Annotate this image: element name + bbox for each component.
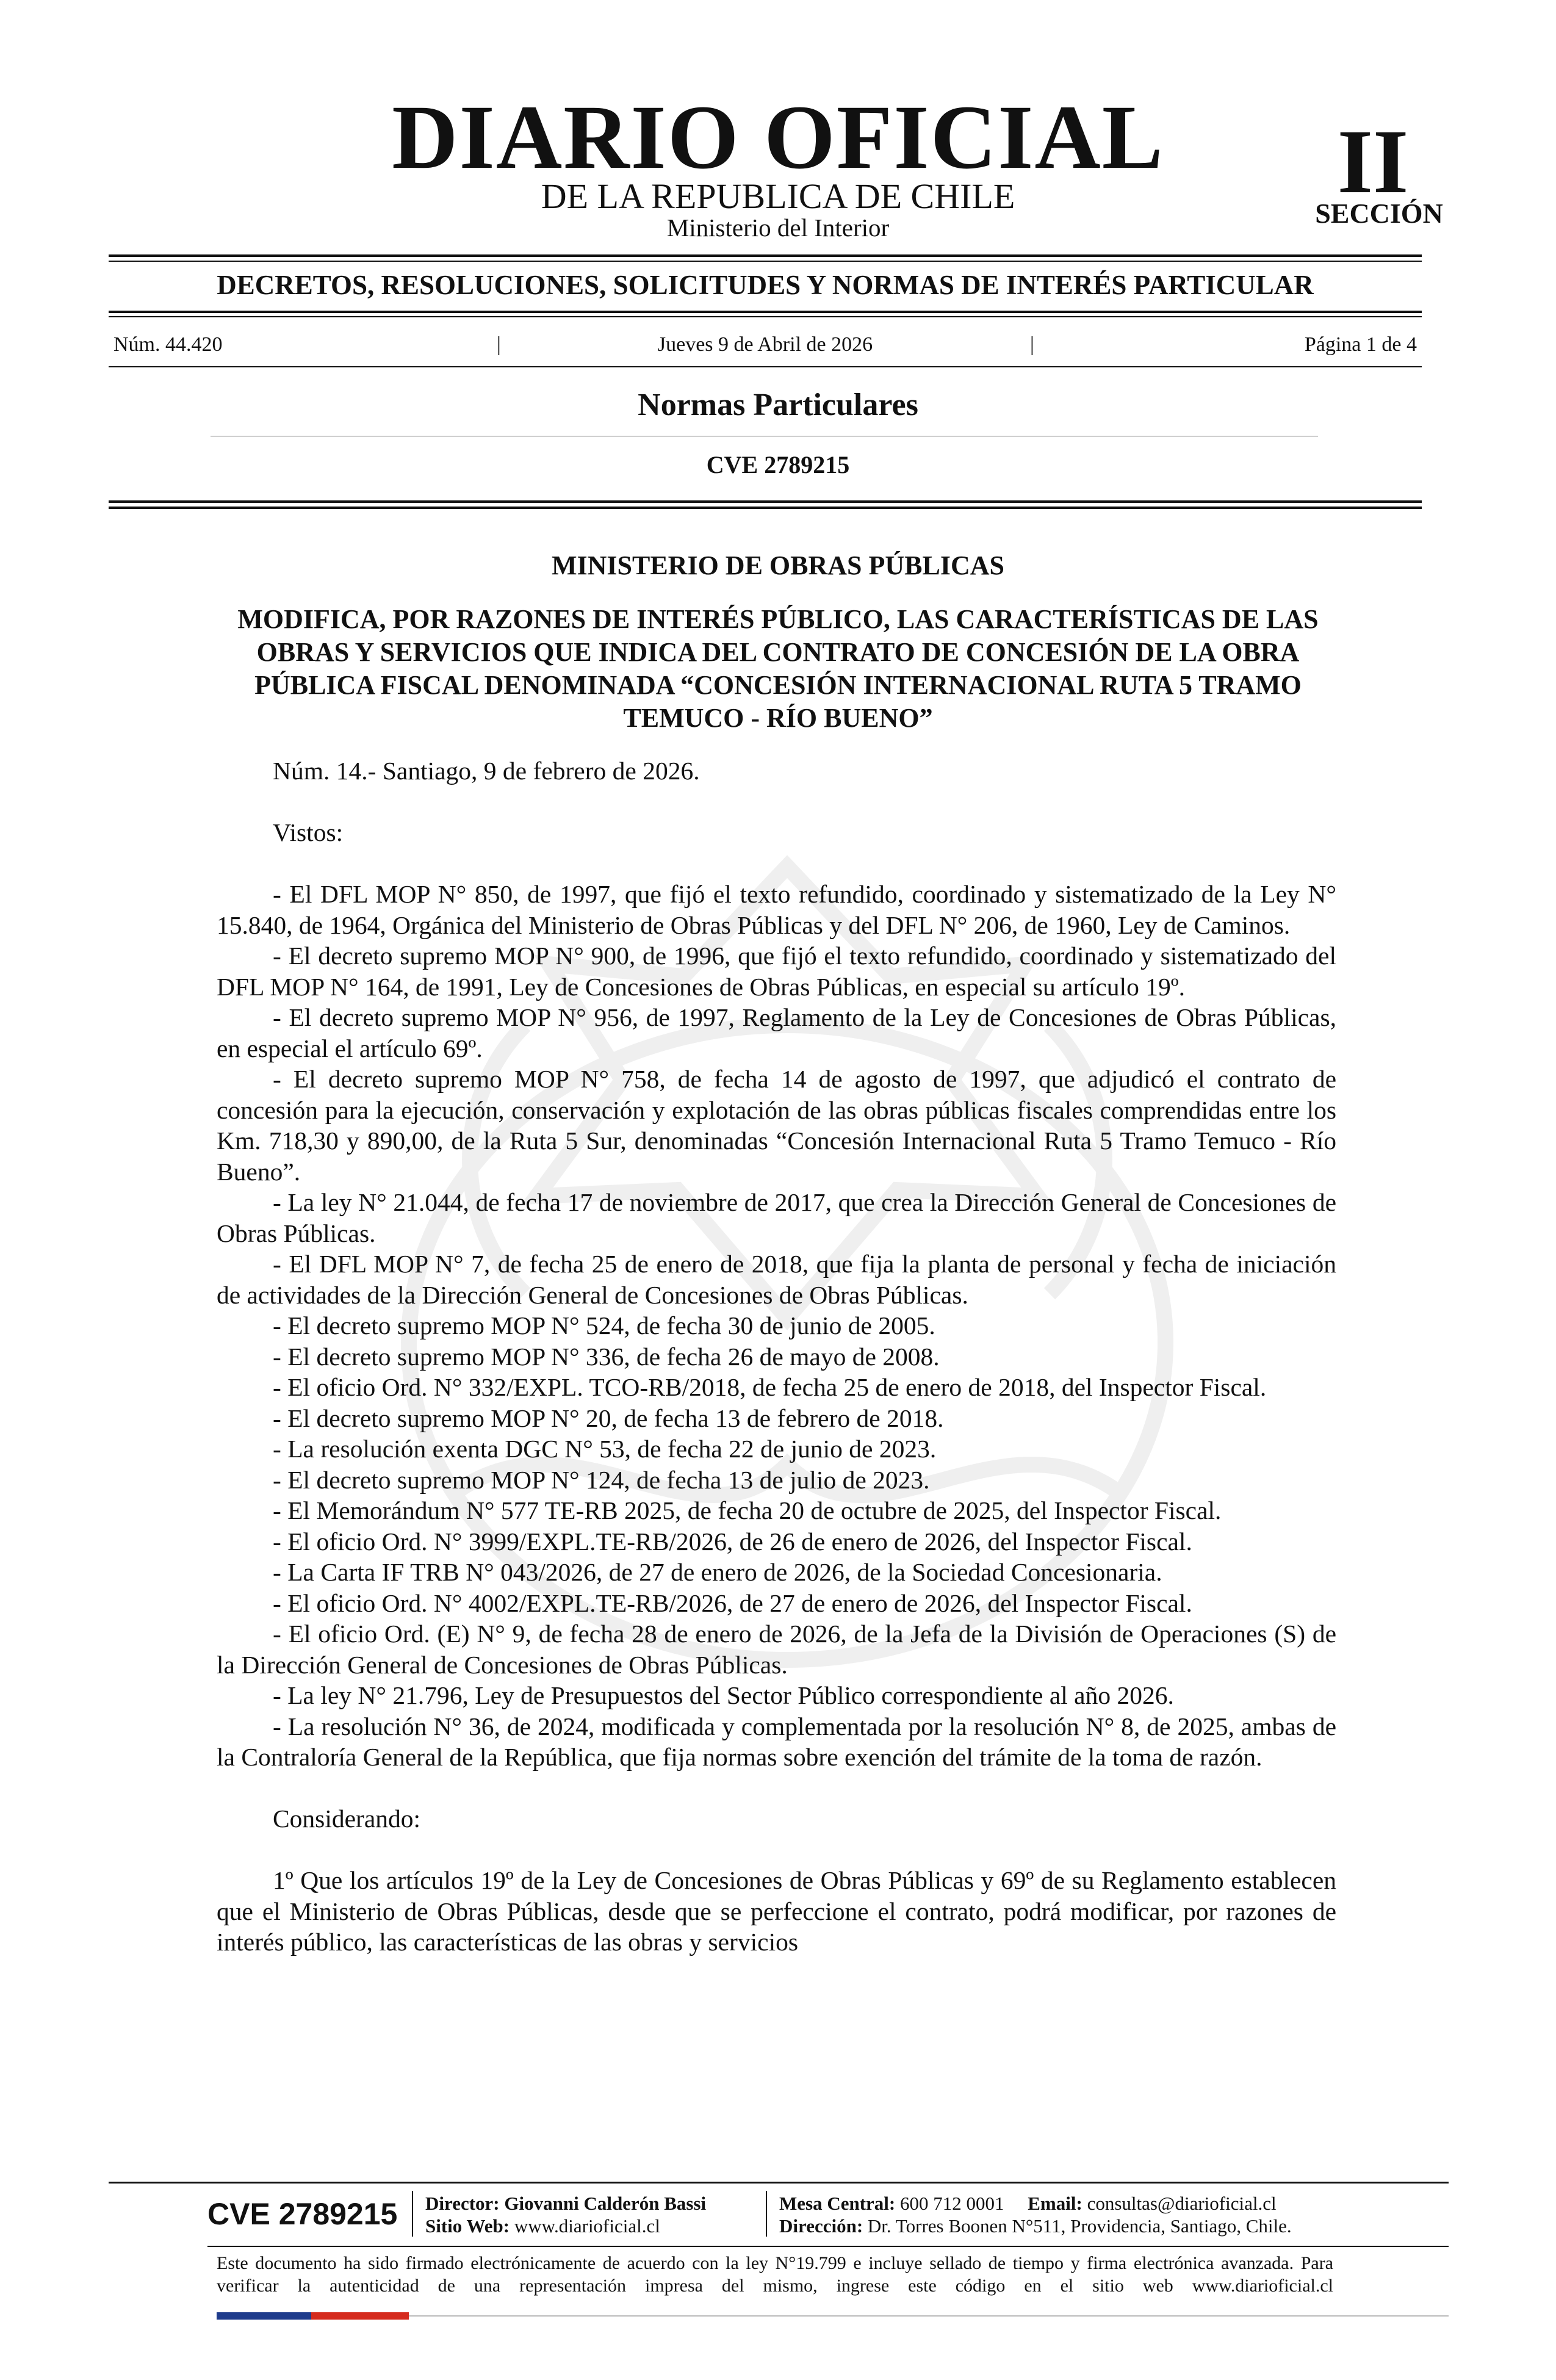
vistos-item: - El decreto supremo MOP N° 956, de 1997, Reglamento de la Ley de Concesiones de Obras Públicas, en especial el artículo 69º. [217,1003,1336,1062]
section-title: Normas Particulares [638,388,918,422]
phone-label: Mesa Central: [779,2193,896,2214]
website-link[interactable]: www.diarioficial.cl [514,2215,660,2237]
email-label: Email: [1028,2193,1082,2214]
issue-separator: | [497,333,501,356]
vistos-item: - La Carta IF TRB N° 043/2026, de 27 de enero de 2026, de la Sociedad Concesionaria. [273,1558,1162,1586]
issue-number: Núm. 44.420 [113,333,223,356]
page-indicator: Página 1 de 4 [1304,333,1417,356]
vistos-list [217,879,1336,1773]
vistos-item: - El decreto supremo MOP N° 20, de fecha 13 de febrero de 2018. [273,1404,944,1432]
address-value: Dr. Torres Boonen N°511, Providencia, Santiago, Chile. [867,2215,1292,2237]
issue-date: Jueves 9 de Abril de 2026 [657,333,873,356]
cve-code: CVE 2789215 [706,451,850,478]
divider [109,261,1422,262]
decree-number-line: Núm. 14.- Santiago, 9 de febrero de 2026. [273,757,700,785]
divider [109,254,1422,257]
divider [109,500,1422,503]
vistos-item: - El oficio Ord. N° 332/EXPL. TCO-RB/2018, de fecha 25 de enero de 2018, del Inspector Fiscal. [273,1373,1267,1401]
issuing-ministry: MINISTERIO DE OBRAS PÚBLICAS [551,550,1005,580]
divider [109,316,1422,317]
footer-divider [207,2246,1449,2247]
email-link[interactable]: consultas@diarioficial.cl [1087,2193,1277,2214]
vistos-item: - El oficio Ord. (E) N° 9, de fecha 28 de enero de 2026, de la Jefa de la División de Operaciones (S) de la Dirección General de Concesiones de Obras Públicas. [217,1620,1336,1679]
footer-divider [409,2315,1449,2317]
vistos-item: - La resolución N° 36, de 2024, modificada y complementada por la resolución N° 8, de 2025, ambas de la Contraloría General de la República, que fija normas sobre exención del trámite de la toma de razón. [217,1712,1336,1771]
vistos-item: - El decreto supremo MOP N° 124, de fecha 13 de julio de 2023. [273,1465,930,1494]
vistos-item: - El DFL MOP N° 7, de fecha 25 de enero de 2018, que fija la planta de personal y fecha de iniciación de actividades de la Dirección General de Concesiones de Obras Públicas. [217,1250,1336,1309]
decree-body [217,755,1336,1958]
vistos-item: - El decreto supremo MOP N° 900, de 1996, que fijó el texto refundido, coordinado y sistematizado del DFL MOP N° 164, de 1991, Ley de Concesiones de Obras Públicas, en especial su artículo 19º. [217,942,1336,1001]
category-heading: DECRETOS, RESOLUCIONES, SOLICITUDES Y NORMAS DE INTERÉS PARTICULAR [217,270,1314,300]
masthead-subtitle: DE LA REPUBLICA DE CHILE [541,176,1015,216]
footer-cve-code: CVE 2789215 [207,2197,398,2231]
vistos-item: - El oficio Ord. N° 4002/EXPL.TE-RB/2026, de 27 de enero de 2026, del Inspector Fiscal. [273,1588,1192,1617]
vistos-item: - El decreto supremo MOP N° 524, de fecha 30 de junio de 2005. [273,1311,935,1340]
vistos-item: - La ley N° 21.044, de fecha 17 de noviembre de 2017, que crea la Dirección General de Concesiones de Obras Públicas. [217,1188,1336,1247]
divider [211,436,1318,437]
considerando-heading: Considerando: [273,1805,421,1833]
vistos-heading: Vistos: [273,818,344,846]
footer-contact-block [779,2192,1292,2237]
director-name: Giovanni Calderón Bassi [504,2193,707,2214]
divider [109,507,1422,509]
considerando-paragraph: 1º Que los artículos 19º de la Ley de Concesiones de Obras Públicas y 69º de su Reglamento establecen que el Ministerio de Obras Públicas, desde que se perfeccione el contrato, podrá modificar, por razones de interés público, las características de las obras y servicios [217,1866,1336,1956]
flag-stripe-red [311,2312,409,2320]
vistos-item: - El DFL MOP N° 850, de 1997, que fijó el texto refundido, coordinado y sistematizado de la Ley N° 15.840, de 1964, Orgánica del Ministerio de Obras Públicas y del DFL N° 206, de 1960, Ley de Caminos. [217,880,1336,939]
signature-note: Este documento ha sido firmado electrónicamente de acuerdo con la ley N°19.799 e incluye sellado de tiempo y firma electrónica avanzada. Para verificar la autenticidad de una representación impresa del mismo, ingrese este código en el sitio web www.diarioficial.cl [217,2253,1333,2296]
footer-director-block [425,2192,706,2237]
section-label: SECCIÓN [1315,198,1443,229]
website-label: Sitio Web: [425,2215,510,2237]
issue-separator: | [1030,333,1034,356]
vistos-item: - El decreto supremo MOP N° 758, de fecha 14 de agosto de 1997, que adjudicó el contrato de concesión para la ejecución, conservación y explotación de las obras públicas fiscales comprendidas entre los Km. 718,30 y 890,00, de la Ruta 5 Sur, denominadas “Concesión Internacional Ruta 5 Tramo Temuco - Río Bueno”. [217,1065,1336,1186]
issue-info-row [109,334,1422,359]
decree-title: MODIFICA, POR RAZONES DE INTERÉS PÚBLICO, LAS CARACTERÍSTICAS DE LAS OBRAS Y SERVICIOS QUE INDICA DEL CONTRATO DE CONCESIÓN DE LA OBRA PÚBLICA FISCAL DENOMINADA “CONCESIÓN INTERNACIONAL RUTA 5 TRAMO TEMUCO - RÍO BUENO” [237,604,1319,733]
phone-value: 600 712 0001 [900,2193,1004,2214]
flag-stripe-blue [217,2312,311,2320]
footer-separator [766,2191,767,2237]
section-number: II [1337,111,1409,212]
divider [109,311,1422,313]
masthead-title: DIARIO OFICIAL [392,87,1164,188]
footer-separator [412,2191,413,2237]
vistos-item: - La resolución exenta DGC N° 53, de fecha 22 de junio de 2023. [273,1435,937,1463]
director-label: Director: [425,2193,500,2214]
vistos-item: - El oficio Ord. N° 3999/EXPL.TE-RB/2026, de 26 de enero de 2026, del Inspector Fiscal. [273,1527,1192,1556]
masthead-ministry: Ministerio del Interior [666,214,890,242]
vistos-item: - La ley N° 21.796, Ley de Presupuestos del Sector Público correspondiente al año 2026. [273,1681,1174,1709]
footer-divider [109,2182,1449,2183]
divider [109,366,1422,367]
address-label: Dirección: [779,2215,863,2237]
vistos-item: - El decreto supremo MOP N° 336, de fecha 26 de mayo de 2008. [273,1342,940,1371]
vistos-item: - El Memorándum N° 577 TE-RB 2025, de fecha 20 de octubre de 2025, del Inspector Fiscal. [273,1496,1222,1524]
